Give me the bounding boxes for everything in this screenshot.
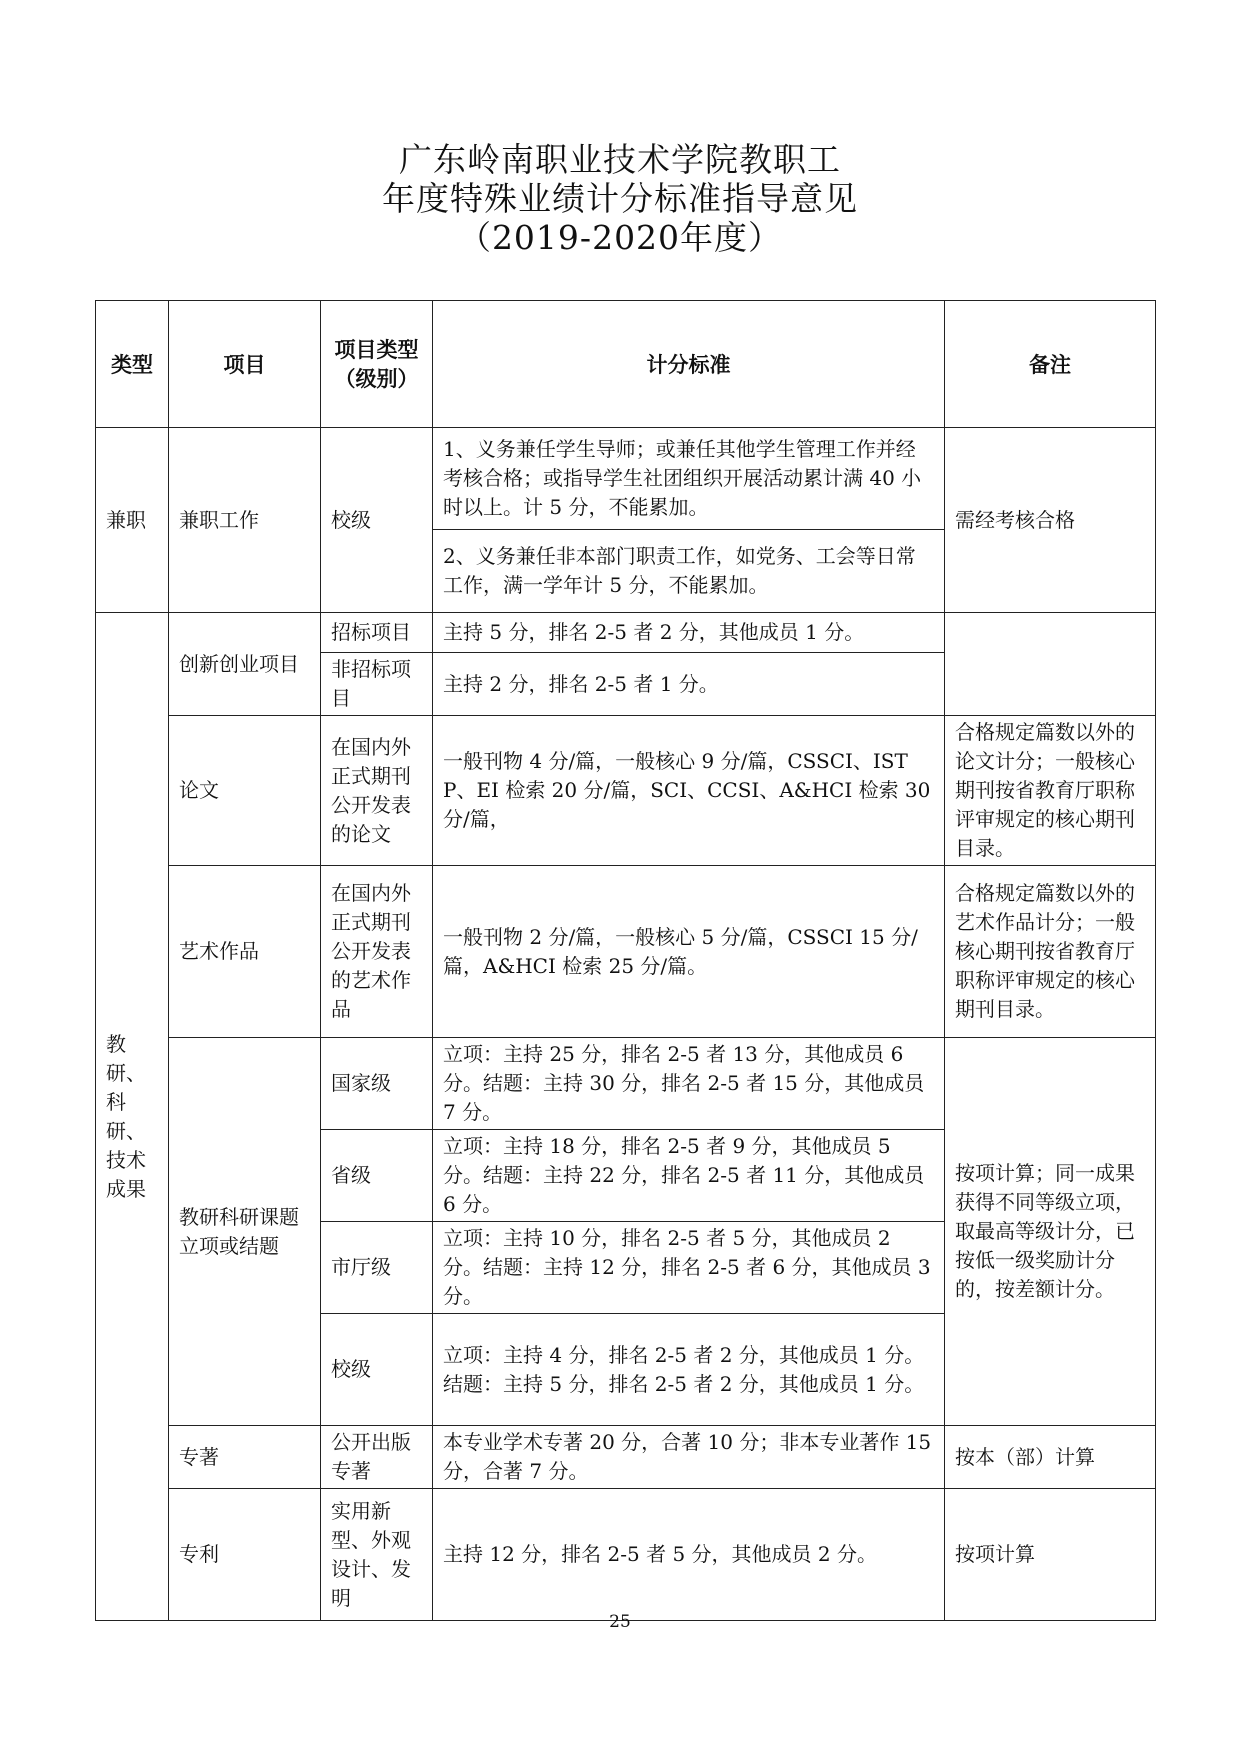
criteria-patent: 主持 12 分，排名 2-5 者 5 分，其他成员 2 分。 [433, 1489, 945, 1621]
level-national: 国家级 [321, 1038, 433, 1130]
remarks-research-projects: 按项计算；同一成果获得不同等级立项，取最高等级计分，已按低一级奖励计分的，按差额计分。 [945, 1038, 1156, 1426]
remarks-monograph: 按本（部）计算 [945, 1426, 1156, 1489]
table-row [96, 866, 1156, 1038]
criteria-part-time-2: 2、义务兼任非本部门职责工作，如党务、工会等日常工作，满一学年计 5 分，不能累加。 [433, 530, 945, 613]
table-row [96, 716, 1156, 866]
level-provincial: 省级 [321, 1130, 433, 1222]
level-school: 校级 [321, 428, 433, 613]
level-non-tender-project: 非招标项目 [321, 653, 433, 716]
criteria-municipal: 立项：主持 10 分，排名 2-5 者 5 分，其他成员 2 分。结题：主持 12 分，排名 2-5 者 6 分，其他成员 3 分。 [433, 1222, 945, 1314]
item-part-time-work: 兼职工作 [169, 428, 321, 613]
header-type: 类型 [96, 301, 169, 428]
table-row [96, 1426, 1156, 1489]
item-research-projects: 教研科研课题立项或结题 [169, 1038, 321, 1426]
title-line-2: 年度特殊业绩计分标准指导意见 [382, 179, 858, 218]
level-art-works: 在国内外正式期刊公开发表的艺术作品 [321, 866, 433, 1038]
scoring-standards-table [95, 300, 1156, 1621]
criteria-monograph: 本专业学术专著 20 分，合著 10 分；非本专业著作 15 分，合著 7 分。 [433, 1426, 945, 1489]
title-line-3: （2019-2020年度） [457, 218, 783, 257]
page-number: 25 [609, 1612, 631, 1632]
level-patent: 实用新型、外观设计、发明 [321, 1489, 433, 1621]
remarks-art-works: 合格规定篇数以外的艺术作品计分；一般核心期刊按省教育厅职称评审规定的核心期刊目录。 [945, 866, 1156, 1038]
level-papers: 在国内外正式期刊公开发表的论文 [321, 716, 433, 866]
criteria-part-time-1: 1、义务兼任学生导师；或兼任其他学生管理工作并经考核合格；或指导学生社团组织开展活动累计满 40 小时以上。计 5 分，不能累加。 [433, 428, 945, 530]
table-row [96, 1489, 1156, 1621]
criteria-tender-project: 主持 5 分，排名 2-5 者 2 分，其他成员 1 分。 [433, 613, 945, 653]
table-row [96, 613, 1156, 653]
criteria-national: 立项：主持 25 分，排名 2-5 者 13 分，其他成员 6 分。结题：主持 30 分，排名 2-5 者 15 分，其他成员 7 分。 [433, 1038, 945, 1130]
remarks-innovation [945, 613, 1156, 716]
table-row [96, 428, 1156, 530]
criteria-art-works: 一般刊物 2 分/篇，一般核心 5 分/篇，CSSCI 15 分/篇，A&HCI 检索 25 分/篇。 [433, 866, 945, 1038]
title-line-1: 广东岭南职业技术学院教职工 [399, 140, 841, 179]
criteria-school-project: 立项：主持 4 分，排名 2-5 者 2 分，其他成员 1 分。结题：主持 5 分，排名 2-5 者 2 分，其他成员 1 分。 [433, 1314, 945, 1426]
remarks-patent: 按项计算 [945, 1489, 1156, 1621]
header-criteria: 计分标准 [433, 301, 945, 428]
criteria-papers: 一般刊物 4 分/篇，一般核心 9 分/篇，CSSCI、ISTP、EI 检索 20 分/篇，SCI、CCSI、A&HCI 检索 30 分/篇， [433, 716, 945, 866]
remarks-part-time: 需经考核合格 [945, 428, 1156, 613]
level-monograph: 公开出版专著 [321, 1426, 433, 1489]
header-remarks: 备注 [945, 301, 1156, 428]
criteria-non-tender-project: 主持 2 分，排名 2-5 者 1 分。 [433, 653, 945, 716]
level-tender-project: 招标项目 [321, 613, 433, 653]
item-innovation: 创新创业项目 [169, 613, 321, 716]
item-monograph: 专著 [169, 1426, 321, 1489]
category-part-time: 兼职 [96, 428, 169, 613]
criteria-provincial: 立项：主持 18 分，排名 2-5 者 9 分，其他成员 5 分。结题：主持 22 分，排名 2-5 者 11 分，其他成员 6 分。 [433, 1130, 945, 1222]
document-title [0, 140, 1240, 257]
item-papers: 论文 [169, 716, 321, 866]
remarks-papers: 合格规定篇数以外的论文计分；一般核心期刊按省教育厅职称评审规定的核心期刊目录。 [945, 716, 1156, 866]
header-item: 项目 [169, 301, 321, 428]
header-level: 项目类型（级别） [321, 301, 433, 428]
header-row [96, 301, 1156, 428]
category-research: 教研、科研、技术成果 [96, 613, 169, 1621]
item-art-works: 艺术作品 [169, 866, 321, 1038]
item-patent: 专利 [169, 1489, 321, 1621]
level-municipal: 市厅级 [321, 1222, 433, 1314]
level-school-project: 校级 [321, 1314, 433, 1426]
table-row [96, 1038, 1156, 1130]
